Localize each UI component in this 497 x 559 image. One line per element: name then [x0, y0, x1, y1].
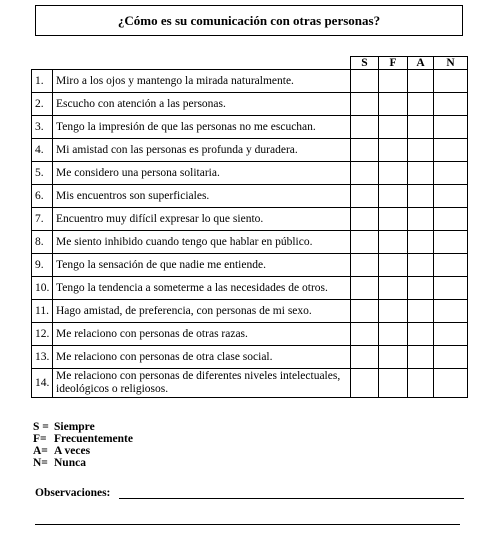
answer-cell-f[interactable]: [379, 116, 408, 139]
answer-cell-s[interactable]: [351, 185, 379, 208]
legend-code: A=: [33, 445, 48, 457]
answer-cell-s[interactable]: [351, 277, 379, 300]
legend-code: S =: [33, 421, 49, 433]
answer-cell-a[interactable]: [408, 162, 434, 185]
item-statement: Me considero una persona solitaria.: [53, 162, 351, 185]
table-row: [32, 300, 468, 323]
answer-cell-n[interactable]: [434, 231, 468, 254]
item-statement: Me relaciono con personas de diferentes niveles intelectuales, ideológicos o religiosos.: [53, 369, 351, 398]
item-statement: Encuentro muy difícil expresar lo que siento.: [53, 208, 351, 231]
answer-cell-n[interactable]: [434, 116, 468, 139]
item-statement: Mis encuentros son superficiales.: [53, 185, 351, 208]
legend-item: [33, 433, 133, 445]
column-header-s: S: [351, 57, 379, 70]
column-header-n: N: [434, 57, 468, 70]
table-row: [32, 208, 468, 231]
answer-cell-n[interactable]: [434, 139, 468, 162]
table-row: [32, 369, 468, 398]
answer-cell-f[interactable]: [379, 93, 408, 116]
answer-cell-a[interactable]: [408, 231, 434, 254]
legend-meaning: Siempre: [54, 421, 95, 433]
answer-cell-n[interactable]: [434, 254, 468, 277]
item-statement: Me relaciono con personas de otras razas.: [53, 323, 351, 346]
table-row: [32, 116, 468, 139]
item-number: 9.: [32, 254, 53, 277]
answer-cell-n[interactable]: [434, 300, 468, 323]
column-header-a: A: [408, 57, 434, 70]
answer-cell-n[interactable]: [434, 185, 468, 208]
item-number: 10.: [32, 277, 53, 300]
table-row: [32, 277, 468, 300]
item-statement: Tengo la sensación de que nadie me entiende.: [53, 254, 351, 277]
legend-meaning: Nunca: [54, 457, 86, 469]
answer-cell-f[interactable]: [379, 139, 408, 162]
item-number: 1.: [32, 70, 53, 93]
legend-code: N=: [33, 457, 48, 469]
item-statement: Miro a los ojos y mantengo la mirada naturalmente.: [53, 70, 351, 93]
answer-cell-f[interactable]: [379, 277, 408, 300]
answer-cell-a[interactable]: [408, 369, 434, 398]
answer-cell-n[interactable]: [434, 277, 468, 300]
answer-cell-f[interactable]: [379, 254, 408, 277]
table-row: [32, 139, 468, 162]
legend: [33, 421, 133, 469]
item-statement: Mi amistad con las personas es profunda y duradera.: [53, 139, 351, 162]
observations-label: Observaciones:: [35, 487, 111, 499]
answer-cell-n[interactable]: [434, 93, 468, 116]
header-blank: [32, 57, 351, 70]
item-number: 14.: [32, 369, 53, 398]
answer-cell-n[interactable]: [434, 346, 468, 369]
answer-cell-f[interactable]: [379, 231, 408, 254]
item-number: 12.: [32, 323, 53, 346]
answer-cell-a[interactable]: [408, 254, 434, 277]
item-number: 3.: [32, 116, 53, 139]
answer-cell-s[interactable]: [351, 93, 379, 116]
item-number: 11.: [32, 300, 53, 323]
table-row: [32, 323, 468, 346]
page-title: [35, 5, 463, 36]
answer-cell-s[interactable]: [351, 231, 379, 254]
item-statement: Escucho con atención a las personas.: [53, 93, 351, 116]
answer-cell-a[interactable]: [408, 116, 434, 139]
answer-cell-f[interactable]: [379, 185, 408, 208]
item-number: 2.: [32, 93, 53, 116]
item-number: 13.: [32, 346, 53, 369]
answer-cell-s[interactable]: [351, 162, 379, 185]
answer-cell-s[interactable]: [351, 139, 379, 162]
answer-cell-f[interactable]: [379, 208, 408, 231]
answer-cell-a[interactable]: [408, 93, 434, 116]
observations-line[interactable]: [119, 498, 464, 499]
answer-cell-n[interactable]: [434, 323, 468, 346]
survey-table: [31, 56, 468, 398]
answer-cell-a[interactable]: [408, 185, 434, 208]
answer-cell-s[interactable]: [351, 300, 379, 323]
answer-cell-s[interactable]: [351, 346, 379, 369]
table-row: [32, 231, 468, 254]
table-row: [32, 346, 468, 369]
answer-cell-f[interactable]: [379, 70, 408, 93]
item-statement: Me relaciono con personas de otra clase social.: [53, 346, 351, 369]
table-row: [32, 70, 468, 93]
answer-cell-a[interactable]: [408, 208, 434, 231]
answer-cell-n[interactable]: [434, 208, 468, 231]
table-row: [32, 93, 468, 116]
answer-cell-s[interactable]: [351, 323, 379, 346]
legend-meaning: A veces: [54, 445, 91, 457]
legend-item: [33, 421, 133, 433]
item-number: 4.: [32, 139, 53, 162]
item-number: 6.: [32, 185, 53, 208]
answer-cell-a[interactable]: [408, 323, 434, 346]
table-header-row: [32, 57, 468, 70]
answer-cell-f[interactable]: [379, 369, 408, 398]
item-statement: Tengo la impresión de que las personas no me escuchan.: [53, 116, 351, 139]
answer-cell-f[interactable]: [379, 346, 408, 369]
answer-cell-s[interactable]: [351, 70, 379, 93]
table-row: [32, 254, 468, 277]
answer-cell-f[interactable]: [379, 162, 408, 185]
answer-cell-f[interactable]: [379, 300, 408, 323]
answer-cell-s[interactable]: [351, 254, 379, 277]
answer-cell-f[interactable]: [379, 323, 408, 346]
table-row: [32, 162, 468, 185]
item-statement: Hago amistad, de preferencia, con personas de mi sexo.: [53, 300, 351, 323]
answer-cell-s[interactable]: [351, 208, 379, 231]
answer-cell-n[interactable]: [434, 70, 468, 93]
item-number: 8.: [32, 231, 53, 254]
answer-cell-a[interactable]: [408, 139, 434, 162]
legend-meaning: Frecuentemente: [54, 433, 133, 445]
table-row: [32, 185, 468, 208]
title-text: ¿Cómo es su comunicación con otras personas?: [117, 12, 381, 28]
item-statement: Tengo la tendencia a someterme a las necesidades de otros.: [53, 277, 351, 300]
answer-cell-s[interactable]: [351, 369, 379, 398]
legend-item: [33, 457, 133, 469]
answer-cell-a[interactable]: [408, 70, 434, 93]
answer-cell-n[interactable]: [434, 162, 468, 185]
answer-cell-a[interactable]: [408, 300, 434, 323]
answer-cell-a[interactable]: [408, 277, 434, 300]
legend-item: [33, 445, 133, 457]
item-statement: Me siento inhibido cuando tengo que hablar en público.: [53, 231, 351, 254]
answer-cell-n[interactable]: [434, 369, 468, 398]
answer-cell-s[interactable]: [351, 116, 379, 139]
column-header-f: F: [379, 57, 408, 70]
answer-cell-a[interactable]: [408, 346, 434, 369]
legend-code: F=: [33, 433, 47, 445]
item-number: 5.: [32, 162, 53, 185]
item-number: 7.: [32, 208, 53, 231]
observations-line[interactable]: [35, 524, 460, 525]
